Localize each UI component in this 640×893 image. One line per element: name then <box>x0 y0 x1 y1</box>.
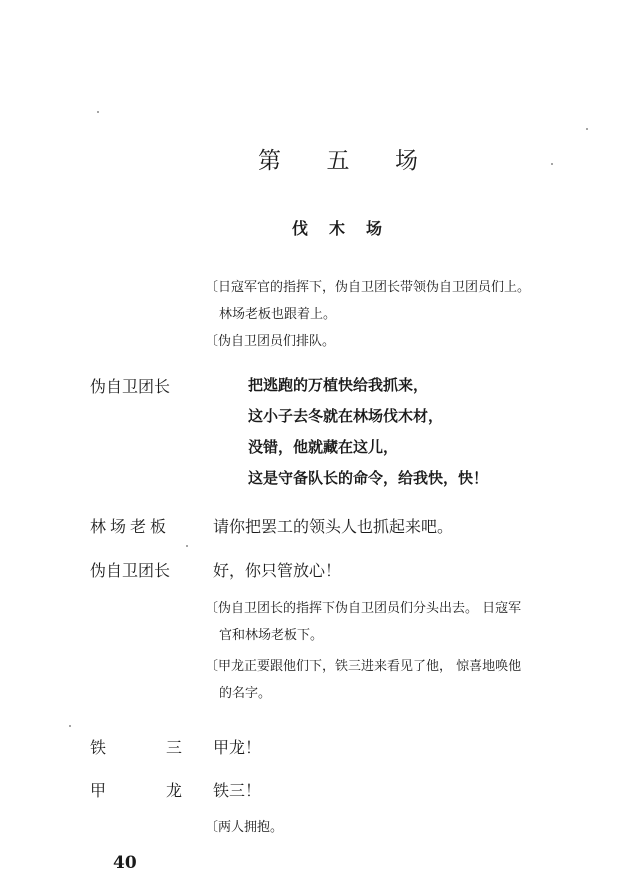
stage-direction-line: 〔伪自卫团长的指挥下伪自卫团员们分头出去。 日寇军 <box>205 601 522 616</box>
scan-speck <box>186 545 188 547</box>
page-number: 40 <box>113 853 137 873</box>
scan-speck <box>551 163 553 165</box>
stage-direction-line: 的名字。 <box>219 686 272 701</box>
speaker-name <box>90 735 182 758</box>
scene-title-char: 场 <box>395 148 418 174</box>
stage-direction-line: 〔甲龙正要跟他们下，铁三进来看见了他， 惊喜地唤他 <box>205 659 522 674</box>
scan-speck <box>586 128 588 130</box>
verse-line: 没错，他就藏在这儿， <box>248 438 399 456</box>
place-title-char: 场 <box>365 219 382 238</box>
verse-line: 把逃跑的万植快给我抓来， <box>248 376 429 394</box>
scene-title <box>258 142 418 175</box>
speaker-name <box>90 778 182 801</box>
scan-speck <box>69 725 71 727</box>
speaker-name-char: 铁 <box>90 738 107 757</box>
stage-direction-line: 官和林场老板下。 <box>219 628 324 643</box>
stage-direction-line: 〔两人拥抱。 <box>205 820 284 835</box>
dialogue-line: 好，你只管放心！ <box>213 561 342 580</box>
stage-direction-line: 林场老板也跟着上。 <box>219 307 337 322</box>
place-title <box>292 216 382 239</box>
dialogue-line: 请你把罢工的领头人也抓起来吧。 <box>213 517 454 536</box>
scene-title-char: 第 <box>258 148 281 174</box>
scan-speck <box>97 111 99 113</box>
scene-title-char: 五 <box>326 148 350 174</box>
stage-direction-line: 〔日寇军官的指挥下，伪自卫团长带领伪自卫团员们上。 <box>205 280 531 295</box>
stage-direction <box>205 274 530 355</box>
stage-direction-line: 〔伪自卫团员们排队。 <box>205 334 336 349</box>
place-title-char: 伐 <box>292 219 309 238</box>
verse-block <box>248 370 488 494</box>
verse-line: 这小子去冬就在林场伐木材， <box>248 407 444 425</box>
dialogue-line: 铁三！ <box>213 781 262 800</box>
speaker-name: 伪自卫团长 <box>90 377 171 396</box>
place-title-char: 木 <box>328 219 345 238</box>
speaker-name-char: 三 <box>165 738 182 757</box>
stage-direction <box>205 595 521 707</box>
speaker-name: 伪自卫团长 <box>90 561 171 580</box>
speaker-name: 林场老板 <box>90 517 171 536</box>
speaker-name-char: 甲 <box>90 781 107 800</box>
speaker-name-char: 龙 <box>165 781 182 800</box>
dialogue-line: 甲龙！ <box>213 738 262 757</box>
stage-direction <box>205 814 283 841</box>
verse-line: 这是守备队长的命令，给我快，快！ <box>248 469 489 487</box>
